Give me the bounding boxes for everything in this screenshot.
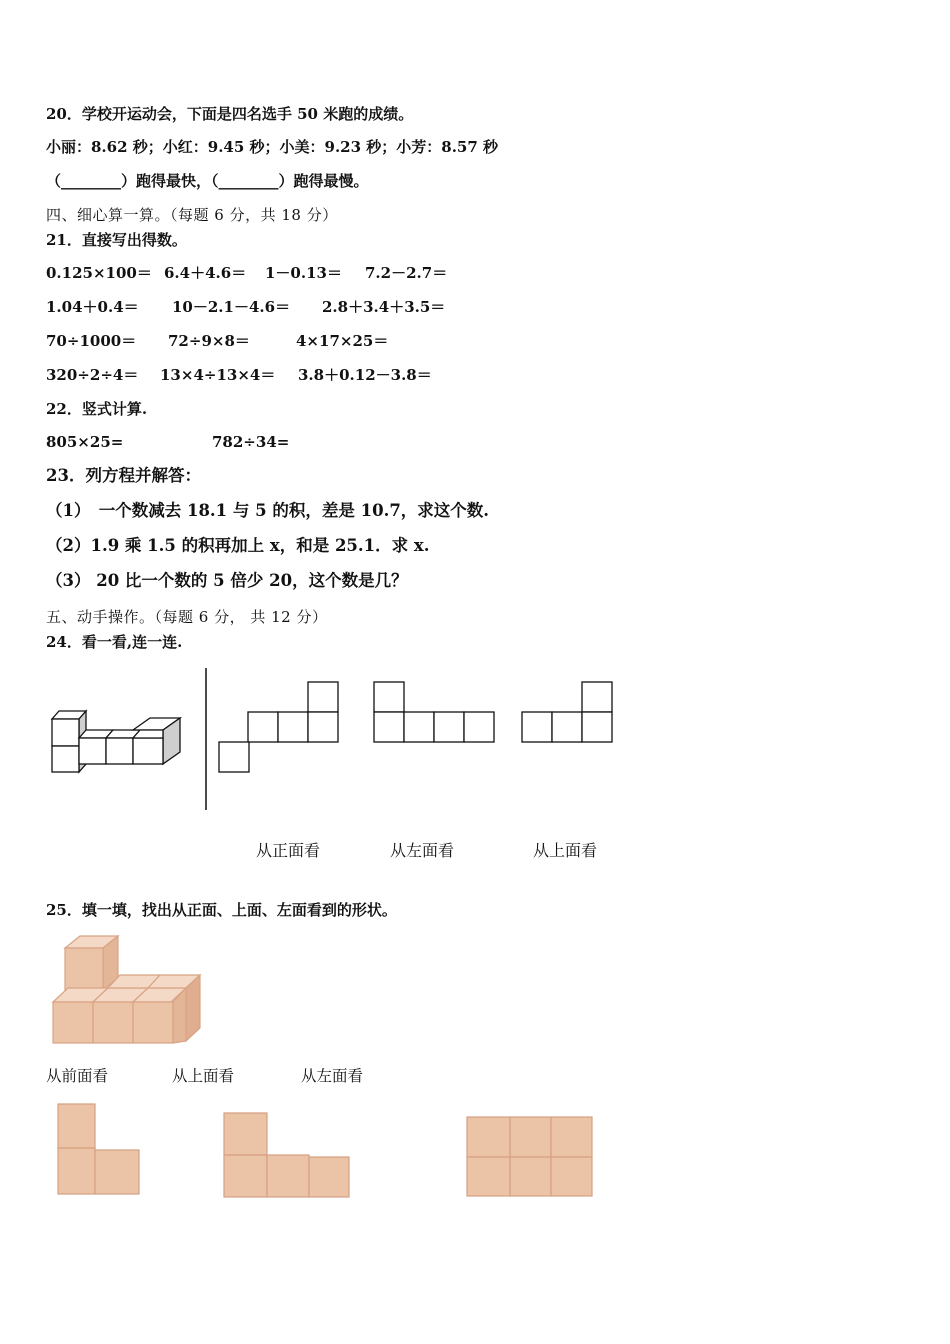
q21-item: 320÷2÷4＝ bbox=[46, 366, 139, 384]
q25-label-left: 从左面看 bbox=[301, 1067, 364, 1085]
q21-item: 4×17×25＝ bbox=[296, 332, 389, 350]
q23-item: （1） 一个数减去 18.1 与 5 的积，差是 10.7，求这个数. bbox=[46, 501, 490, 520]
q22-item: 805×25= bbox=[46, 433, 124, 451]
q24-label-top: 从上面看 bbox=[533, 841, 598, 860]
q21-title: 21．直接写出得数。 bbox=[46, 231, 187, 249]
q24-title: 24．看一看,连一连. bbox=[46, 633, 183, 651]
q21-item: 13×4÷13×4＝ bbox=[160, 366, 276, 384]
q22-title: 22．竖式计算. bbox=[46, 400, 148, 418]
q20-blank-line: （________）跑得最快，（________）跑得最慢。 bbox=[46, 172, 369, 190]
shape-square bbox=[95, 1150, 139, 1194]
q21-item: 1－0.13＝ bbox=[265, 264, 342, 282]
section5-heading: 五、动手操作。（每题 6 分， 共 12 分） bbox=[46, 608, 328, 626]
q24-label-front: 从正面看 bbox=[256, 841, 321, 860]
shape-square bbox=[510, 1117, 551, 1157]
q22-item: 782÷34= bbox=[212, 433, 290, 451]
shape-square bbox=[551, 1157, 592, 1196]
q21-item: 7.2－2.7＝ bbox=[365, 264, 448, 282]
shape-square bbox=[510, 1157, 551, 1196]
q20-results: 小丽：8.62 秒；小红：9.45 秒；小美：9.23 秒；小芳：8.57 秒 bbox=[46, 138, 499, 156]
shape-square bbox=[58, 1148, 95, 1194]
q25-title: 25．填一填，找出从正面、上面、左面看到的形状。 bbox=[46, 901, 397, 919]
q21-item: 2.8＋3.4＋3.5＝ bbox=[322, 298, 446, 316]
q21-item: 70÷1000＝ bbox=[46, 332, 137, 350]
q21-item: 72÷9×8＝ bbox=[168, 332, 250, 350]
q21-item: 3.8＋0.12－3.8＝ bbox=[298, 366, 432, 384]
q21-item: 0.125×100＝ bbox=[46, 264, 152, 282]
shape-square bbox=[551, 1117, 592, 1157]
shape-square bbox=[224, 1113, 267, 1155]
q25-label-top: 从上面看 bbox=[172, 1067, 235, 1085]
shape-square bbox=[309, 1157, 349, 1197]
q21-item: 6.4＋4.6＝ bbox=[164, 264, 247, 282]
q23-item: （2）1.9 乘 1.5 的积再加上 x，和是 25.1．求 x. bbox=[46, 536, 430, 555]
q24-label-left: 从左面看 bbox=[390, 841, 455, 860]
q23-title: 23．列方程并解答： bbox=[46, 466, 201, 485]
q23-item: （3） 20 比一个数的 5 倍少 20，这个数是几？ bbox=[46, 571, 408, 590]
section4-heading: 四、细心算一算。（每题 6 分，共 18 分） bbox=[46, 206, 338, 224]
shape-square bbox=[267, 1155, 309, 1197]
q25-label-front: 从前面看 bbox=[46, 1067, 109, 1085]
shape-square bbox=[224, 1155, 267, 1197]
shape-square bbox=[58, 1104, 95, 1148]
q20-title: 20．学校开运动会，下面是四名选手 50 米跑的成绩。 bbox=[46, 105, 414, 123]
q21-item: 10－2.1－4.6＝ bbox=[172, 298, 291, 316]
q21-item: 1.04＋0.4＝ bbox=[46, 298, 139, 316]
shape-square bbox=[467, 1157, 510, 1196]
shape-square bbox=[467, 1117, 510, 1157]
